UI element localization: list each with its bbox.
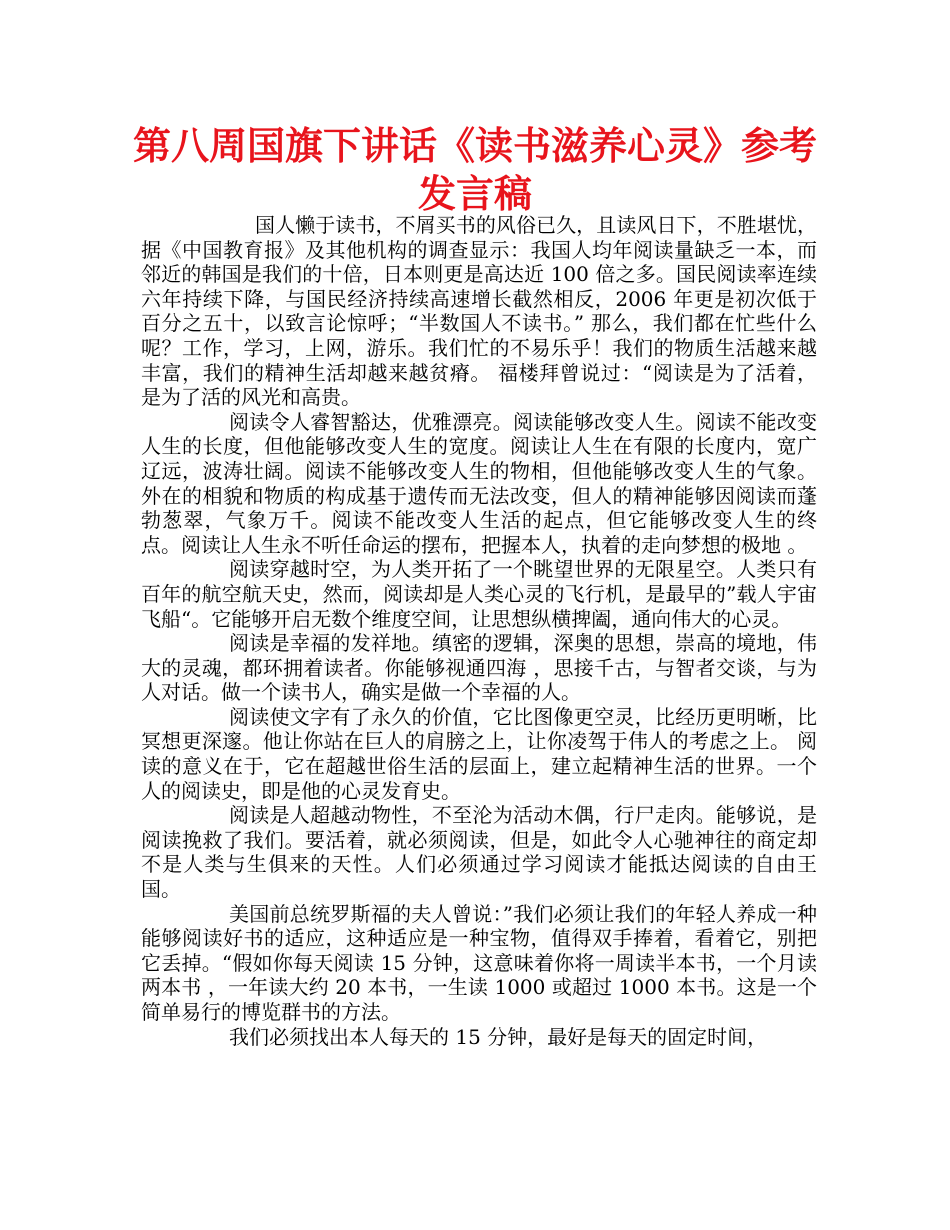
document-body — [141, 213, 817, 1049]
document-title: 第八周国旗下讲话《读书滋养心灵》参考发言稿 — [132, 124, 817, 216]
paragraph-6: 阅读是人超越动物性，不至沦为活动木偶，行尸走肉。能够说，是阅读挽救了我们。要活着，就必须阅读，但是，如此令人心驰神往的商定却不是人类与生俱来的天性。人们必须通过学习阅读才能抵达阅读的自由王国。 — [141, 803, 817, 902]
paragraph-5: 阅读使文字有了永久的价值，它比图像更空灵，比经历更明晰，比冥想更深邃。他让你站在巨人的肩膀之上，让你凌驾于伟人的考虑之上。 阅读的意义在于，它在超越世俗生活的层面上，建立起精神生活的世界。一个人的阅读史，即是他的心灵发育史。 — [141, 704, 817, 803]
paragraph-8: 我们必须找出本人每天的 15 分钟，最好是每天的固定时间， — [229, 1024, 768, 1049]
paragraph-3: 阅读穿越时空，为人类开拓了一个眺望世界的无限星空。人类只有百年的航空航天史，然而，阅读却是人类心灵的飞行机，是最早的”载人宇宙飞船“。它能够开启无数个维度空间，让思想纵横捭阖，通向伟大的心灵。 — [141, 557, 817, 631]
paragraph-7: 美国前总统罗斯福的夫人曾说：”我们必须让我们的年轻人养成一种能够阅读好书的适应，这种适应是一种宝物，值得双手捧着，看着它，别把它丢掉。“假如你每天阅读 15 分钟，这意味着你将一周读半本书，一个月读两本书 ，一年读大约 20 本书，一生读 1000 或超过 1000 本书。这是一个简单易行的博览群书的方法。 — [141, 901, 817, 1024]
paragraph-1: 国人懒于读书，不屑买书的风俗已久，且读风日下，不胜堪忧，据《中国教育报》及其他机构的调查显示：我国人均年阅读量缺乏一本，而邻近的韩国是我们的十倍，日本则更是高达近 100 倍之多。国民阅读率连续六年持续下降，与国民经济持续高速增长截然相反，2006 年更是初次低于百分之五十，以致言论惊呼；“半数国人不读书。” 那么，我们都在忙些什么呢？工作，学习，上网，游乐。我们忙的不易乐乎！我们的物质生活越来越丰富，我们的精神生活却越来越贫瘠。 福楼拜曾说过：“阅读是为了活着，是为了活的风光和高贵。 — [141, 213, 817, 410]
paragraph-4: 阅读是幸福的发祥地。缜密的逻辑，深奥的思想，崇高的境地，伟大的灵魂，都环拥着读者。你能够视通四海 ，思接千古，与智者交谈，与为人对话。做一个读书人，确实是做一个幸福的人。 — [141, 631, 817, 705]
paragraph-2: 阅读令人睿智豁达，优雅漂亮。阅读能够改变人生。阅读不能改变人生的长度，但他能够改变人生的宽度。阅读让人生在有限的长度内，宽广辽远，波涛壮阔。阅读不能够改变人生的物相，但他能够改变人生的气象。外在的相貌和物质的构成基于遗传而无法改变，但人的精神能够因阅读而蓬勃葱翠，气象万千。阅读不能改变人生活的起点，但它能够改变人生的终点。阅读让人生永不听任命运的摆布，把握本人，执着的走向梦想的极地 。 — [141, 409, 817, 557]
